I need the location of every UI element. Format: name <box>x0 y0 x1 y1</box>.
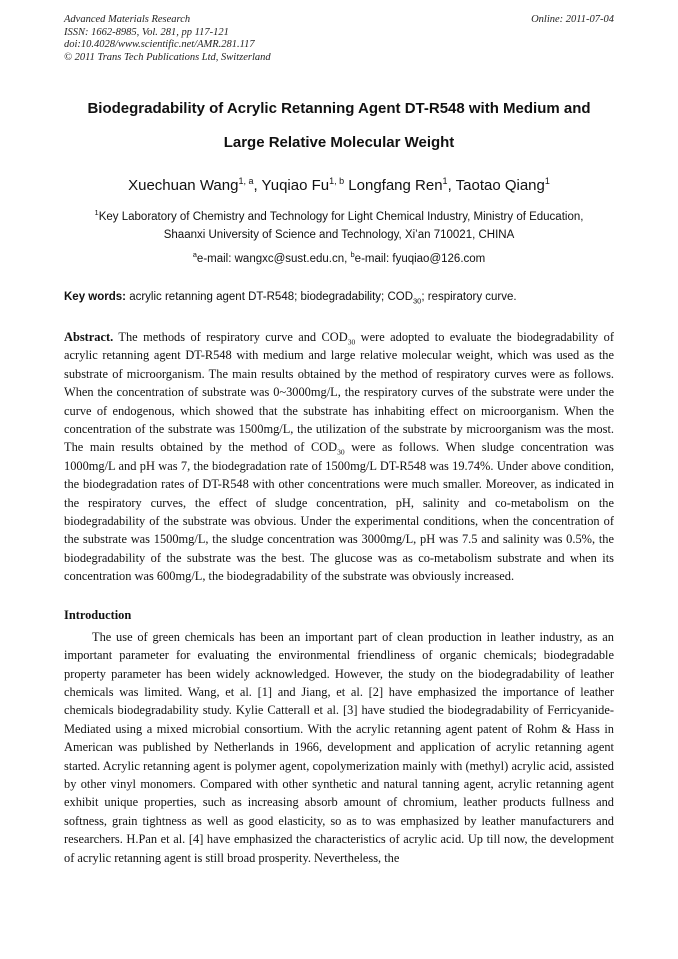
journal-copyright: © 2011 Trans Tech Publications Ltd, Switzerland <box>64 51 271 63</box>
author-name: Yuqiao Fu <box>261 177 330 194</box>
author-affil-mark: 1, a <box>238 176 254 186</box>
journal-doi: doi:10.4028/www.scientific.net/AMR.281.117 <box>64 39 255 50</box>
title-line-1: Biodegradability of Acrylic Retanning Agent DT-R548 with Medium and <box>87 100 591 117</box>
keywords-text-end: ; respiratory curve. <box>421 291 517 303</box>
abstract-text: were as follows. When sludge concentration was 1000mg/L and pH was 7, the biodegradation rate of 1500mg/L DT-R548 was 19.74%. Under above condition, the biodegradation rates of DT-R548 with other concentrations were much smaller. Moreover, as indicated in the respiratory curves, the effect of sludge concentration, pH, salinity and co-metabolism on the biodegradability of the substrate was obvious. Under the experimental conditions, when the concentration of the substrate was 1500mg/L, the sludge concentration was 3000mg/L, pH was 7.5 and salinity was 0.5%, the biodegradability of the substrate was the best. The glucose was as co-metabolism substrate and when its concentration was 600mg/L, the biodegradability of the substrate was obviously increased. <box>64 440 614 584</box>
affiliation <box>64 208 614 244</box>
journal-info <box>64 14 271 64</box>
abstract-text: The methods of respiratory curve and COD <box>113 330 348 344</box>
author-name: Longfang Ren <box>348 177 443 194</box>
keywords-label: Key words: <box>64 291 126 303</box>
abstract-subscript: 30 <box>337 447 345 457</box>
title-line-2: Large Relative Molecular Weight <box>223 134 455 151</box>
abstract-text: were adopted to evaluate the biodegradability of acrylic retanning agent DT-R548 with medium and large relative molecular weight, which was used as the substrate of microorganism. The main results obtained by the method of respiratory curves were as follows. When the concentration of substrate was 0~3000mg/L, the respiratory curves of the substrate were under the curve of endogenous, which showed that the substrate has inhabiting effect on microorganism. When the concentration of the substrate was 1500mg/L, the utilization of the substrate by microorganism was the most. The main results obtained by the method of COD <box>64 330 614 455</box>
author-name: Taotao Qiang <box>455 177 545 194</box>
email-mark-b: b <box>350 250 355 260</box>
affiliation-mark: 1 <box>94 208 99 218</box>
journal-issn: ISSN: 1662-8985, Vol. 281, pp 117-121 <box>64 26 229 38</box>
keywords <box>64 288 614 306</box>
author-affil-mark: 1 <box>544 176 550 186</box>
affiliation-line-1 <box>64 208 614 226</box>
keywords-text: acrylic retanning agent DT-R548; biodegradability; COD <box>126 291 414 303</box>
author-affil-mark: 1, b <box>329 176 345 186</box>
abstract-subscript: 30 <box>347 337 356 347</box>
email-mark-a: a <box>192 250 197 260</box>
author-separator: , <box>447 177 456 194</box>
keywords-subscript: 30 <box>413 296 422 306</box>
author-name: Xuechuan Wang <box>128 177 239 194</box>
author-separator: , <box>253 177 262 194</box>
journal-header <box>64 14 614 64</box>
paper-title <box>64 92 614 160</box>
online-date: Online: 2011-07-04 <box>531 14 614 25</box>
section-heading-introduction: Introduction <box>64 607 132 622</box>
author-list <box>64 176 614 196</box>
journal-name: Advanced Materials Research <box>64 14 191 25</box>
affiliation-text: Key Laboratory of Chemistry and Technology for Light Chemical Industry, Ministry of Education, <box>98 211 584 223</box>
contact-emails <box>64 250 614 268</box>
email-b[interactable]: e-mail: fyuqiao@126.com <box>354 253 486 265</box>
affiliation-line-2: Shaanxi University of Science and Technology, Xi’an 710021, CHINA <box>163 229 515 241</box>
introduction-paragraph: The use of green chemicals has been an important part of clean production in leather industry, as an important parameter for evaluating the environmental friendliness of organic chemicals; biodegradable property parameter has been widely acknowledged. However, the study on the biodegradability of leather chemicals was limited. Wang, et al. [1] and Jiang, et al. [2] have emphasized the importance of leather chemicals biodegradability study. Kylie Catterall et al. [3] have studied the biodegradability of Ferricyanide-Mediated using a mixed microbial consortium. With the acrylic retanning agent patent of Rohm & Hass in American was published by Netherlands in 1966, development and application of acrylic retanning agent started. Acrylic retanning agent is polymer agent, copolymerization mainly with (methyl) acrylic acid, assisted by other vinyl monomers. Compared with other synthetic and natural tanning agent, acrylic retanning agent exhibit unique properties, such as increasing absorb amount of chromium, leather products fullness and softness, grain tightness as well as good elasticity, so as to was emphasized by leather manufacturers and researchers. H.Pan et al. [4] have emphasized the characteristics of acrylic acid. Up till now, the development of acrylic retanning agent is still broad prosperity. Nevertheless, the <box>64 629 614 865</box>
abstract-label: Abstract. <box>64 330 114 344</box>
email-a[interactable]: e-mail: wangxc@sust.edu.cn, <box>196 253 351 265</box>
abstract <box>64 328 614 586</box>
author-affil-mark: 1 <box>442 176 448 186</box>
